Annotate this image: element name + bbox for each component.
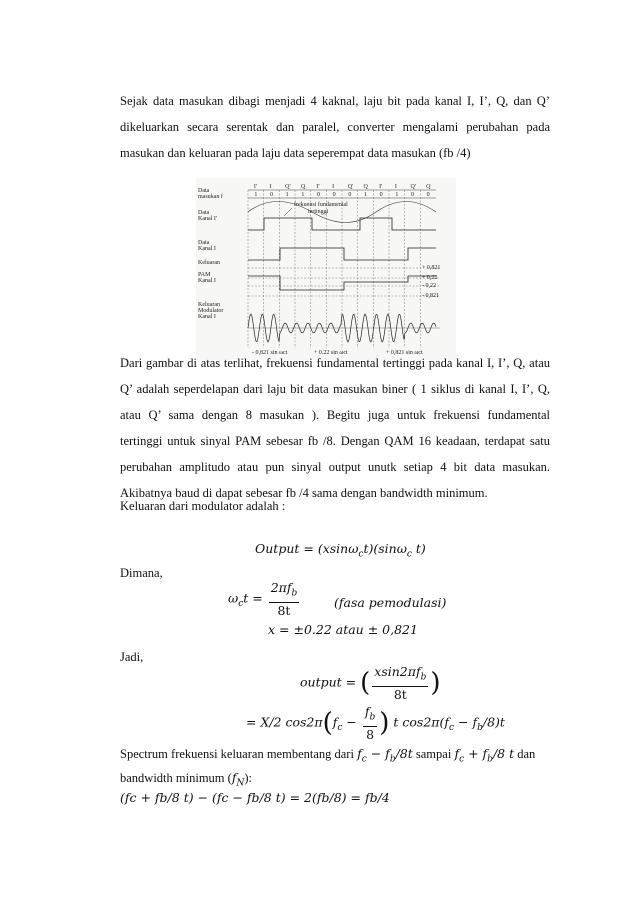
figure-bit-value: 0 [379,192,383,198]
figure-bit-value: 0 [332,192,336,198]
output2-numerator: xsin2πf [374,664,421,679]
figure-channel-letter: I' [379,184,383,190]
figure-channel-letter: Q' [285,184,291,190]
figure-level-label: + 0,821 [422,265,441,271]
figure-row-label: Kanal I' [198,216,217,222]
keluaran-line: Keluaran dari modulator adalah : [120,499,286,513]
figure-row-label: PAM [198,272,211,278]
text-line: Q’ adalah seperdelapan dari laju bit data masukan biner ( 1 siklus di kanal I, I’, Q, [120,382,550,396]
final-equation: (fc + fb/8 t) − (fc − fb/8 t) = 2(fb/8) = fb/4 [120,790,390,805]
figure-channel-letter: Q [363,184,368,190]
figure-channel-letter: I [269,184,272,190]
figure-row-label: Data [198,188,210,194]
equation-output-text: Output = (xsinω [255,541,359,556]
output2-lhs: output = [300,674,357,690]
equation-x: x = ±0.22 atau ± 0,821 [268,622,418,637]
figure-bit-value: 0 [426,192,430,198]
figure-bit-value: 1 [364,192,367,198]
figure-channel-letter: I [332,184,335,190]
figure-row-label: Kanal I [198,278,216,284]
text-line: Sejak data masukan dibagi menjadi 4 kaknal, laju bit pada kanal I, I’, Q, dan Q’ [120,94,550,108]
figure-row-label: masukan f [198,194,223,200]
paragraph-intro [120,88,550,166]
figure-bit-value: 0 [317,192,320,198]
figure-bottom-label: - 0,821 sin ωct [252,350,288,356]
figure-row-label: Keluaran [198,302,220,308]
text-line: tertinggi untuk sinyal PAM sebesar fb /8. Dengan QAM 16 keadaan, terdapat satu [120,434,550,448]
equation-output2: output = ( $\frac{xsin2\pi f_b}{8t}$ ) [300,664,441,702]
text-line: atau Q’ sama dengan 8 masukan ). Begitu juga untuk frekuensi fundamental [120,408,550,422]
paragraph-explanation [120,350,550,506]
output2-denominator: 8t [393,686,407,702]
spectrum-line-2: bandwidth minimum $(f_N)$: [120,770,252,789]
spectrum-text: Spectrum frekuensi keluaran membentang dari [120,747,354,761]
figure-bit-value: 0 [411,192,414,198]
omega-symbol: ω [228,590,239,606]
omega-numerator: 2πf [270,580,292,595]
figure-row-label: Kanal I [198,246,216,252]
figure-level-label: + 0,22 [422,275,438,281]
figure-channel-letter: Q [300,184,306,190]
figure-bit-value: 0 [270,192,273,198]
figure-bottom-label: + 0,821 sin ωct [386,350,423,356]
figure-row-label: Kanal I [198,314,216,320]
figure-channel-letter: I' [253,184,257,190]
text-line: perubahan amplitudo atau pun sinyal output unutk setiap 4 bit data masukan. [120,460,550,474]
figure-channel-letter: I' [316,184,320,190]
figure-level-label: - 0,821 [422,293,439,299]
figure-channel-letter: Q' [410,184,416,190]
figure-row-label: Modulator [198,308,224,314]
figure-channel-letter: Q' [347,184,354,190]
figure-channel-letter: Q [426,184,431,190]
equation-expansion: = X/2 $\cos 2\pi(f_c$ − $\frac{f_b}{8}$ ) t $\cos 2\pi(f_c - f_b/8)t$ [246,704,505,742]
figure-level-label: - 0,22 [422,283,436,289]
figure-bit-value: 1 [301,192,305,198]
timing-diagram-figure [196,178,456,360]
equation-fasa: (fasa pemodulasi) [334,595,447,610]
text-line: masukan dan keluaran pada laju data seperempat data masukan (fb /4) [120,146,471,160]
figure-row-label: Keluaran [198,260,220,266]
figure-annotation-1: frekuensi fundamental [294,202,348,208]
output2-fraction: $\frac{xsin2\pi f_b}{8t}$ [374,664,427,702]
bandwidth-text: bandwidth minimum [120,771,225,785]
equation-output: Output = (xsinω$_c$t)(sinω$_c$ t) [255,541,426,560]
figure-row-label: Data [198,240,210,246]
spectrum-line-1: Spectrum frekuensi keluaran membentang dari $f_c - f_b/8t$ sampai $f_c + f_b/8$ t dan [120,746,536,765]
figure-bit-value: 1 [285,192,289,198]
omega-fraction: $\frac{2\pi f_b}{8t}$ [270,580,298,618]
figure-bit-value: 1 [395,192,399,198]
figure-bit-value: 0 [348,192,352,198]
text-line: dikeluarkan secara serentak dan paralel, converter mengalami perubahan pada [120,120,550,134]
figure-row-label: Data [198,210,210,216]
text-line: Akibatnya baud di dapat sebesar fb /4 sama dengan bandwidth minimum. [120,486,488,500]
omega-denominator: 8t [277,602,291,618]
equation-omega: $\omega_ct$ = $\frac{2\pi f_b}{8t}$ [228,580,298,618]
figure-channel-letter: I [394,184,397,190]
figure-bottom-label: + 0.22 sin ωct [314,350,348,356]
jadi-label: Jadi, [120,650,144,664]
text-line: Dari gambar di atas terlihat, frekuensi fundamental tertinggi pada kanal I, I’, Q, atau [120,356,550,370]
figure-bit-value: 1 [254,192,258,198]
dimana-label: Dimana, [120,566,163,580]
figure-annotation-2: tertinggi [308,209,329,215]
